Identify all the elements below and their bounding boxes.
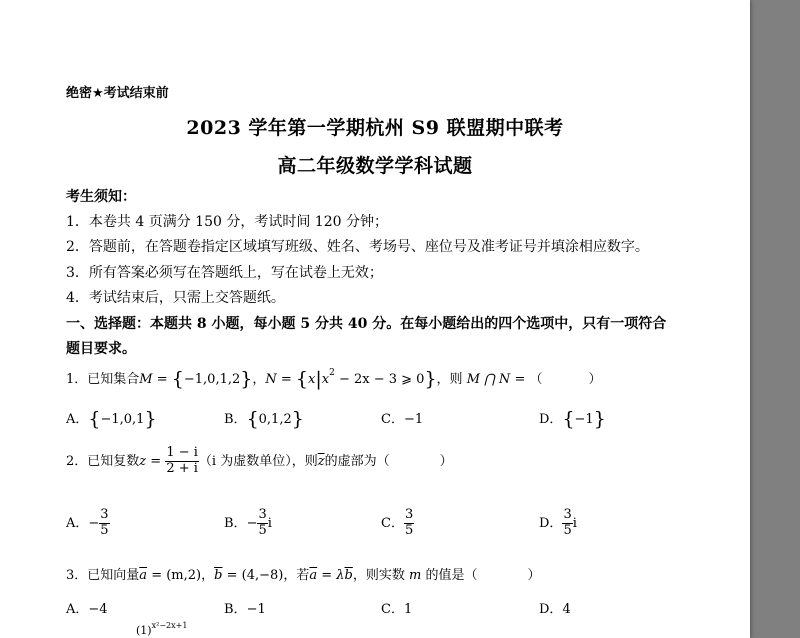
brace-close: }	[424, 368, 437, 390]
variable-z: z	[139, 453, 147, 469]
notice-heading: 考生须知：	[66, 189, 136, 205]
vector-a: $\overline{a}$	[309, 568, 318, 583]
intersection-expr: M ⋂ N	[466, 372, 511, 387]
notice-item: 1．本卷共 4 页满分 150 分，考试时间 120 分钟；	[66, 214, 388, 230]
answer-blank-open: = （	[510, 372, 543, 387]
vector-b-value: (4,−8)	[241, 568, 284, 583]
fraction	[165, 446, 199, 477]
option-label: D．	[539, 515, 563, 531]
option-label: A．	[66, 412, 89, 427]
question-text: ，若	[283, 568, 310, 583]
question-4-partial	[136, 621, 188, 637]
section-heading: 一、选择题：本题共 8 小题，每小题 5 分共 40 分。在每小题给出的四个选项中，只有一项符合	[66, 316, 667, 332]
question-1	[66, 368, 602, 390]
option-a	[66, 598, 108, 617]
notice-item: 4．考试结束后，只需上交答题纸。	[66, 290, 285, 306]
question-2	[66, 446, 453, 477]
fraction-numerator: 3	[563, 507, 572, 522]
option-c	[381, 598, 412, 617]
set-m-name: M	[139, 372, 153, 387]
option-suffix: i	[267, 515, 272, 531]
fraction	[257, 508, 267, 539]
option-b	[224, 508, 272, 539]
brace-open: {	[171, 368, 184, 390]
fraction-denominator: 5	[404, 522, 414, 538]
option-label: D．	[539, 412, 563, 427]
equals-sign: =	[222, 568, 242, 583]
option-c	[381, 508, 414, 539]
option-value: −1,0,1	[100, 412, 145, 427]
question-text: 已知复数	[87, 453, 140, 469]
question-number: 1．	[66, 372, 88, 387]
vector-a-value: (m,2)	[166, 568, 202, 583]
fraction-denominator: 5	[563, 522, 572, 538]
option-value: −1	[574, 412, 594, 427]
section-heading-cont: 题目要求。	[66, 341, 136, 357]
variable-m: m	[409, 568, 422, 583]
set-n-cond: x	[321, 372, 330, 387]
question-text: （i 为虚数单位），则	[198, 453, 318, 469]
set-divider: |	[315, 368, 322, 390]
option-b	[224, 598, 266, 617]
brace-close: }	[240, 368, 253, 390]
fraction-numerator: 3	[100, 507, 109, 522]
question-number: 2．	[66, 453, 88, 469]
fraction	[404, 508, 414, 539]
question-text: 已知向量	[87, 568, 140, 583]
set-m-body: −1,0,1,2	[183, 372, 241, 387]
option-value: 4	[562, 602, 571, 617]
option-value: −4	[88, 602, 108, 617]
option-d	[539, 508, 577, 539]
exponent-fragment: x²−2x+1	[151, 621, 188, 630]
answer-blank-close: ）	[588, 372, 602, 387]
notice-item: 3．所有答案必须写在答题纸上，写在试卷上无效；	[66, 265, 383, 281]
fraction-denominator: 5	[100, 522, 109, 538]
fraction-numerator: 3	[404, 507, 414, 522]
option-d	[539, 598, 571, 617]
brace-close: }	[144, 408, 157, 430]
exponent: 2	[329, 368, 335, 378]
option-sign: −	[246, 515, 258, 531]
separator: ，	[252, 372, 266, 387]
question-text: 的值是（	[421, 568, 478, 583]
set-n-cond-rest: − 2x − 3 ⩾ 0	[334, 372, 425, 387]
option-label: D．	[539, 602, 563, 617]
option-label: A．	[66, 515, 89, 531]
answer-blank-close: ）	[527, 568, 541, 583]
question-text: ，则实数	[352, 568, 409, 583]
brace-open: {	[562, 408, 575, 430]
answer-blank-close: ）	[439, 453, 453, 469]
brace-close: }	[593, 408, 606, 430]
option-label: B．	[224, 412, 247, 427]
option-label: B．	[224, 602, 247, 617]
equals-sign: =	[276, 372, 296, 387]
fraction-denominator: 5	[258, 522, 267, 538]
fraction-numerator: 1 − i	[166, 445, 198, 460]
option-label: C．	[381, 412, 404, 427]
question-text: ，则	[436, 372, 467, 387]
confidential-mark: 绝密★考试结束前	[66, 86, 169, 101]
set-n-var: x	[308, 372, 316, 387]
parallel-condition: = λ	[317, 568, 345, 583]
option-value: −1	[246, 602, 266, 617]
question-text: 已知集合	[87, 372, 140, 387]
question-3	[66, 564, 540, 583]
exam-title: 2023 学年第一学期杭州 S9 联盟期中联考	[186, 117, 564, 139]
option-label: B．	[224, 515, 247, 531]
fraction	[562, 508, 572, 539]
vector-b: $\overline{b}$	[344, 568, 353, 583]
vector-b: $\overline{b}$	[214, 568, 223, 583]
notice-item: 2．答题前，在答题卷指定区域填写班级、姓名、考场号、座位号及准考证号并填涂相应数字。	[66, 239, 649, 255]
brace-open: {	[246, 408, 259, 430]
option-value: 0,1,2	[258, 412, 292, 427]
option-label: A．	[66, 602, 89, 617]
option-a	[66, 508, 110, 539]
option-sign: −	[88, 515, 100, 531]
base-fragment: 1	[140, 624, 148, 637]
option-label: C．	[381, 602, 404, 617]
exam-subtitle: 高二年级数学学科试题	[277, 155, 473, 177]
brace-open: {	[88, 408, 101, 430]
option-value: −1	[403, 412, 424, 427]
option-b	[224, 408, 304, 430]
option-d	[539, 408, 606, 430]
option-a	[66, 408, 157, 430]
fraction-denominator: 2 + i	[166, 460, 198, 476]
option-c	[381, 408, 423, 427]
equals-sign: =	[146, 453, 166, 469]
separator: ，	[201, 568, 215, 583]
set-n-name: N	[265, 372, 277, 387]
question-text: 的虚部为（	[324, 453, 390, 469]
fraction	[99, 508, 109, 539]
paren-close: )	[147, 624, 152, 637]
brace-close: }	[291, 408, 304, 430]
paren-open: (	[136, 624, 141, 637]
option-value: 1	[403, 602, 413, 617]
option-label: C．	[381, 515, 404, 531]
equals-sign: =	[152, 372, 172, 387]
equals-sign: =	[147, 568, 167, 583]
vector-a: $\overline{a}$	[139, 568, 148, 583]
brace-open: {	[295, 368, 308, 390]
option-suffix: i	[572, 515, 577, 531]
question-number: 3．	[66, 568, 88, 583]
conjugate-z: $\overline{z}$	[317, 453, 325, 469]
fraction-numerator: 3	[258, 507, 267, 522]
